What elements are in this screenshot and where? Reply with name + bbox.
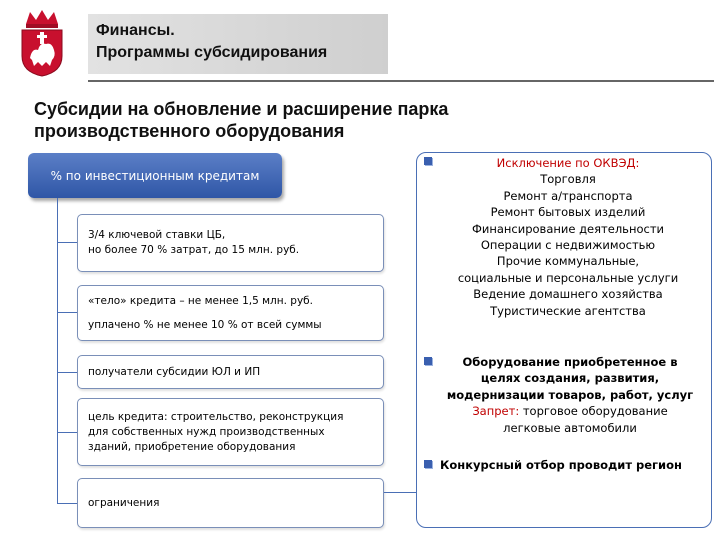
tree-connector-vertical — [57, 198, 58, 504]
condition-purpose-box — [77, 398, 384, 466]
selection-note: Конкурсный отбор проводит регион — [440, 458, 682, 472]
equipment-text: целях создания, развития, — [480, 371, 660, 386]
ban-text: торговое оборудование — [519, 404, 668, 419]
exclusion-item: Операции с недвижимостью — [480, 238, 656, 253]
exclusion-item: Финансирование деятельности — [471, 221, 665, 236]
exclusion-item: Прочие коммунальные, — [496, 254, 640, 269]
condition-loan-box — [77, 285, 384, 341]
header-title-line1: Финансы. — [96, 22, 175, 39]
exclusion-item: социальные и персональные услуги — [457, 270, 679, 285]
equipment-text: легковые автомобили — [503, 420, 637, 435]
tree-connector-branch — [57, 432, 77, 433]
perm-region-emblem-icon — [16, 6, 68, 78]
condition-rate-box — [77, 214, 384, 272]
condition-text: цель кредита: строительство, реконструкция — [88, 410, 344, 423]
exclusion-item: Ведение домашнего хозяйства — [473, 287, 663, 302]
tree-connector-branch — [57, 372, 77, 373]
exclusion-item: Ремонт бытовых изделий — [490, 205, 646, 220]
header-title — [96, 20, 327, 64]
page-title: Субсидии на обновление и расширение парка производственного оборудования — [34, 99, 449, 141]
equipment-text: модернизации товаров, работ, услуг — [446, 387, 694, 402]
exclusion-item: Туристические агентства — [490, 303, 646, 318]
exclusion-item: Торговля — [540, 172, 596, 187]
condition-text: для собственных нужд производственных — [88, 425, 325, 438]
exclusion-list — [428, 155, 708, 319]
exclusion-heading: Исключение по ОКВЭД: — [496, 156, 640, 170]
header-divider — [88, 80, 714, 82]
condition-text: получатели субсидии ЮЛ и ИП — [88, 365, 261, 378]
condition-text: зданий, приобретение оборудования — [88, 440, 296, 453]
condition-restrictions-box — [77, 478, 384, 528]
tree-connector-branch — [57, 242, 77, 243]
equipment-note — [428, 354, 712, 436]
condition-text: ограничения — [88, 496, 160, 509]
tree-connector-branch — [57, 312, 77, 313]
bullet-square-icon — [424, 460, 432, 468]
ban-label: Запрет: — [472, 404, 520, 419]
header-title-line2: Программы субсидирования — [96, 44, 328, 61]
equipment-text: Оборудование приобретенное в — [462, 355, 678, 369]
restrictions-connector — [384, 492, 416, 493]
condition-recipients-box — [77, 355, 384, 389]
exclusion-item: Ремонт а/транспорта — [503, 188, 633, 203]
tree-connector-branch — [57, 503, 77, 504]
condition-text: уплачено % не менее 10 % от всей суммы — [88, 319, 322, 331]
condition-text: но более 70 % затрат, до 15 млн. руб. — [88, 244, 300, 256]
condition-text: «тело» кредита – не менее 1,5 млн. руб. — [88, 295, 313, 307]
condition-text: 3/4 ключевой ставки ЦБ, — [88, 229, 226, 241]
subsidy-type-box: % по инвестиционным кредитам — [28, 153, 282, 198]
